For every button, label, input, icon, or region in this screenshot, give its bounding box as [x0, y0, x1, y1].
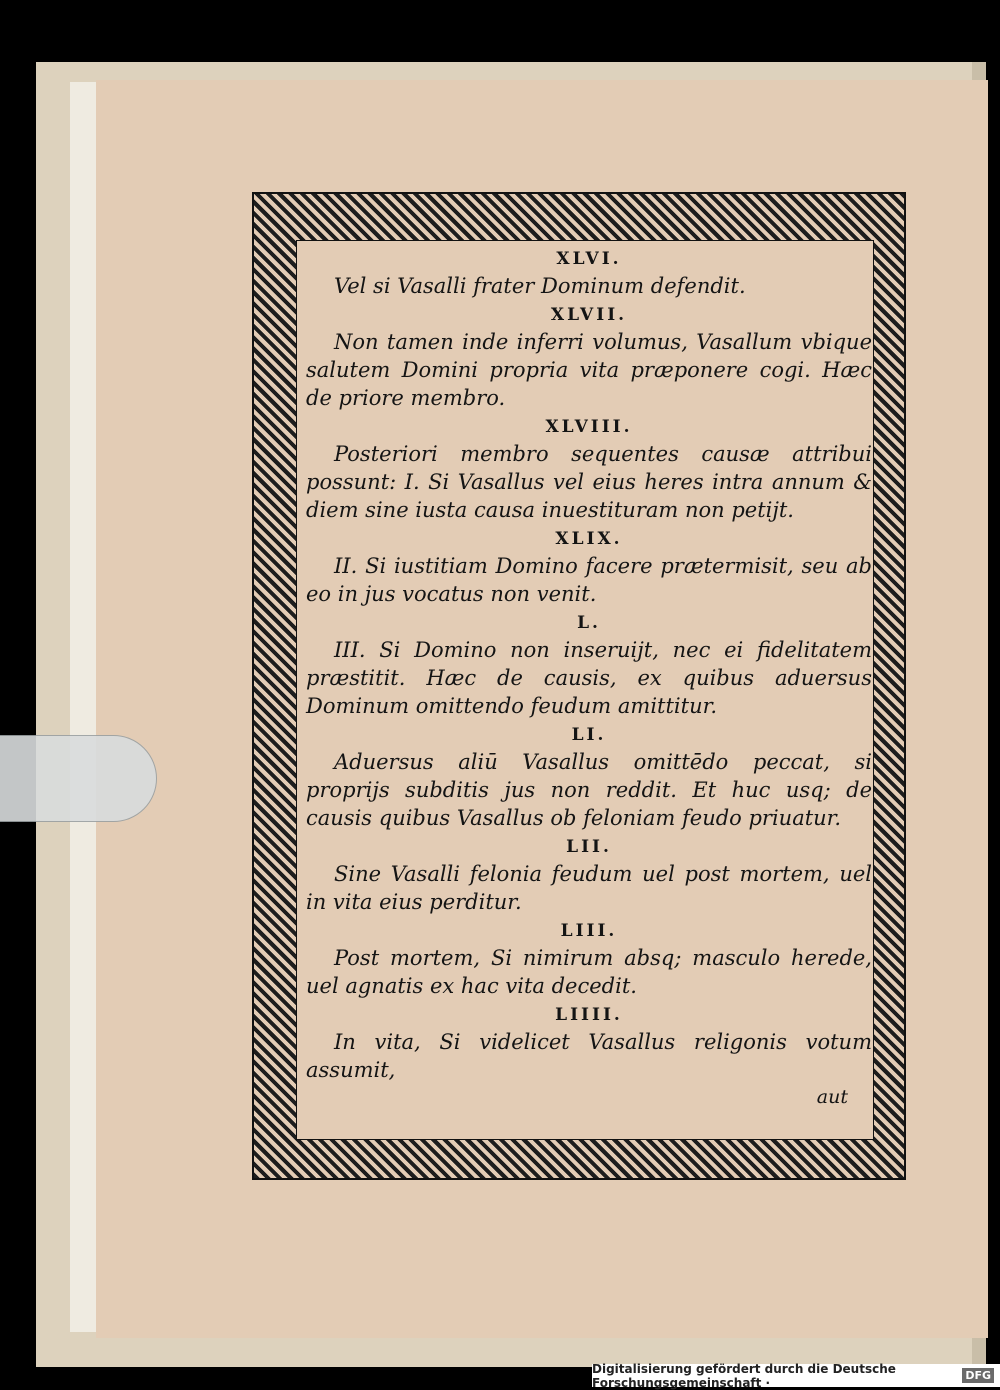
section-text: III. Si Domino non inseruijt, nec ei fidelitatem præstitit. Hæc de causis, ex quibus aduersus Dominum omittendo feudum amittitur. [306, 638, 872, 718]
funding-footer [592, 1361, 1000, 1390]
section-text: Vel si Vasalli frater Dominum defendit. [334, 274, 746, 298]
section-number: XLIX. [555, 529, 623, 549]
section-number: XLVIII. [545, 417, 633, 437]
section-text: Sine Vasalli felonia feudum uel post mortem, uel in vita eius perditur. [306, 862, 872, 914]
catchword: aut [816, 1086, 848, 1108]
dfg-logo-icon: DFG [962, 1368, 994, 1383]
section-number: XLVII. [550, 305, 628, 325]
page-text [306, 246, 872, 1108]
page-clip [0, 735, 157, 822]
section-number: L. [577, 613, 601, 633]
section-number: LI. [571, 725, 607, 745]
section-number: LIII. [560, 921, 618, 941]
section-text: II. Si iustitiam Domino facere prætermisit, seu ab eo in jus vocatus non venit. [306, 554, 872, 606]
section-number: LII. [566, 837, 612, 857]
section-number: LIIII. [555, 1005, 623, 1025]
section-text: Posteriori membro sequentes causæ attribui possunt: I. Si Vasallus vel eius heres intra annum & diem sine iusta causa inuestituram non petijt. [306, 442, 872, 522]
section-text: In vita, Si videlicet Vasallus religonis votum assumit, [306, 1030, 872, 1082]
section-text: Post mortem, Si nimirum absq; masculo herede, uel agnatis ex hac vita decedit. [306, 946, 872, 998]
footer-text: Digitalisierung gefördert durch die Deutsche Forschungsgemeinschaft · [592, 1361, 896, 1390]
section-text: Aduersus aliū Vasallus omittēdo peccat, si proprijs subditis jus non reddit. Et huc usq; de causis quibus Vasallus ob feloniam feudo priuatur. [306, 750, 872, 830]
section-text: Non tamen inde inferri volumus, Vasallum vbique salutem Domini propria vita præponere cogi. Hæc de priore membro. [306, 330, 872, 410]
section-number: XLVI. [556, 249, 622, 269]
